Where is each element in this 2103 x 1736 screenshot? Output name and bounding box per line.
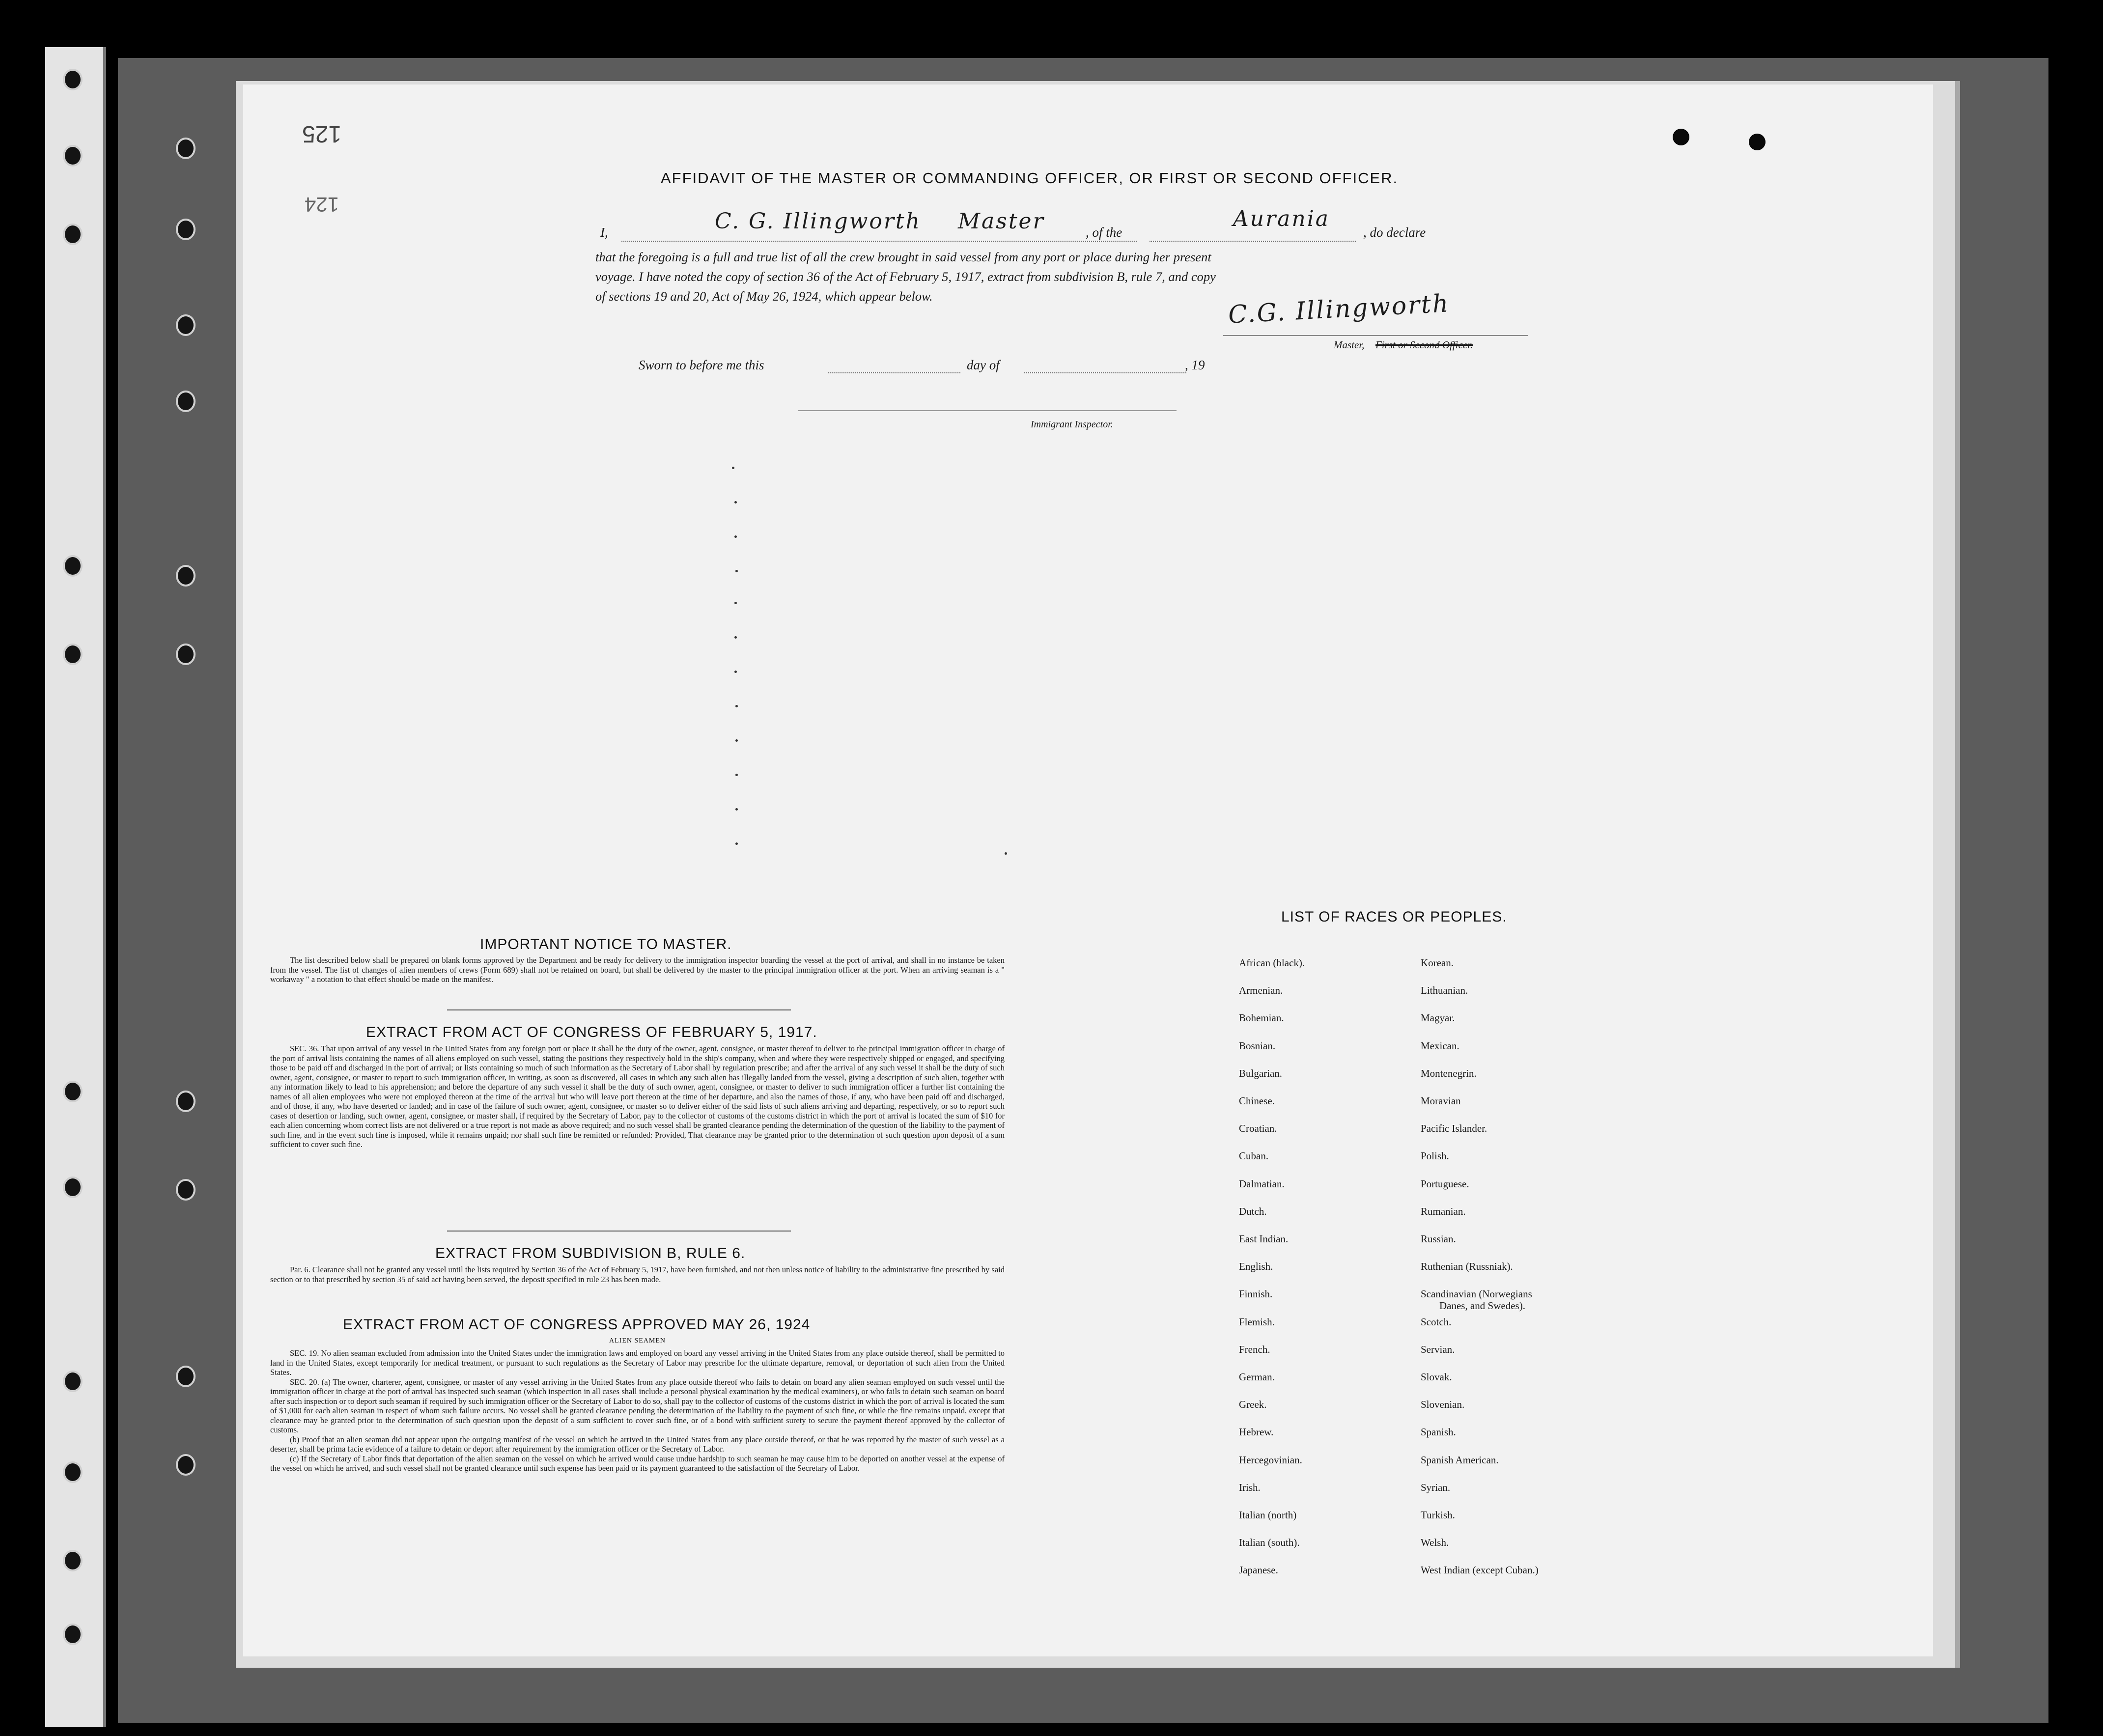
master-signature: C.G. Illingworth (1227, 289, 1451, 329)
race-item: Rumanian. (1421, 1205, 1466, 1217)
race-item: Bohemian. (1239, 1012, 1284, 1024)
binder-hole (63, 1550, 83, 1571)
punch-hole (1673, 129, 1689, 145)
binder-hole (176, 1179, 196, 1201)
race-item: Turkish. (1421, 1509, 1455, 1521)
race-item: Finnish. (1239, 1288, 1273, 1300)
signature-caption-prefix: Master, (1334, 339, 1365, 351)
sec-36-paragraph: SEC. 36. That upon arrival of any vessel in the United States from any foreign port or place it shall be the duty of the owner, agent, consignee, or master thereof to deliver to the principal immigration officer in charge of the port of arrival lists containing the names of all aliens employed on such vessel, stating the positions they respectively hold in the ship's company, when and where they were respectively shipped or engaged, and specifying those to be paid off and discharged in the port of arrival; or lists containing so much of such information as the Secretary of Labor shall by regulation prescribe; and after the arrival of any such vessel it shall be the duty of such owner, agent, consignee, or master to report to such immigration officer, in writing, as soon as discovered, all cases in which any such alien has illegally landed from the vessel, giving a description of such alien, together with any information likely to lead to his apprehension; and before the departure of any such vessel it shall be the duty of such owner, agent, consignee, or master to deliver to such immigration officer a further list containing the names of all alien employees who were not employed thereon at the time of the arrival but who will leave port thereon at the time of her departure, and also the names of those, if any, who have been paid off and discharged, and of those, if any, who have deserted or landed; and in case of the failure of such owner, agent, consignee, or master so to deliver either of the said lists of such aliens arriving and departing, respectively, or so to report such cases of desertion or landing, such owner, agent, consignee, or master shall, if required by the Secretary of Labor, pay to the collector of customs of the customs district in which the port of arrival is located the sum of $10 for each alien concerning whom correct lists are not delivered or a true report is not made as above required; and no such vessel shall be granted clearance pending the determination of the question of the liability to the payment of such fine, and in the event such fine is imposed, while it remains unpaid; nor shall such fine be remitted or refunded: Provided, That clearance may be granted prior to the determination of such question upon deposit of a sum sufficient to cover such fine. (270, 1044, 1005, 1149)
sec-19-paragraph: SEC. 19. No alien seaman excluded from admission into the United States under the immigration laws and employed on board any vessel arriving in the United States from any place outside thereof, shall be permitted to land in the United States, except temporarily for medical treatment, or pursuant to such regulations as the Secretary of Labor may prescribe for the ultimate departure, removal, or deportation of such alien from the United States. (270, 1348, 1005, 1377)
officer-name-handwritten: C. G. Illingworth (715, 209, 921, 234)
race-item: Dalmatian. (1239, 1177, 1285, 1190)
binder-hole (63, 145, 83, 167)
signature-line (1223, 335, 1528, 336)
affidavit-title: AFFIDAVIT OF THE MASTER OR COMMANDING OFFICER, OR FIRST OR SECOND OFFICER. (661, 169, 1399, 187)
binder-hole (176, 644, 196, 665)
race-item: Chinese. (1239, 1095, 1275, 1107)
speck (735, 739, 738, 742)
affidavit-line-2: that the foregoing is a full and true list of all the crew brought in said vessel from any port or place during her present (595, 250, 1211, 264)
notice-paragraph: The list described below shall be prepared on blank forms approved by the Department and be ready for delivery to the immigration inspector boarding the vessel at the port of arrival, and shall in no instance be taken from the vessel. The list of changes of alien members of crews (Form 689) shall not be retained on board, but shall be delivered by the master to the principal immigration officer at the port. When an arriving seaman is a " workaway " a notation to that effect should be made on the manifest. (270, 955, 1005, 984)
speck (735, 842, 738, 845)
race-item: Servian. (1421, 1343, 1455, 1355)
sworn-text: Sworn to before me this (639, 358, 764, 372)
binder-hole (176, 1366, 196, 1387)
affidavit-i: I, (600, 225, 608, 240)
speck (734, 636, 737, 639)
alien-seamen-subheading: ALIEN SEAMEN (609, 1337, 666, 1344)
race-item-continuation: Danes, and Swedes). (1439, 1300, 1525, 1312)
speck (734, 501, 737, 504)
binder-hole (176, 138, 196, 159)
page-number-top: 125 (302, 121, 342, 147)
race-item: East Indian. (1239, 1233, 1289, 1245)
affidavit-of-the: , of the (1086, 225, 1122, 240)
vessel-name-handwritten: Aurania (1233, 206, 1330, 231)
race-item: Bulgarian. (1239, 1067, 1283, 1079)
extract-1924-heading: EXTRACT FROM ACT OF CONGRESS APPROVED MAY 26, 1924 (343, 1316, 811, 1333)
race-item: Croatian. (1239, 1122, 1277, 1135)
race-item: Scotch. (1421, 1316, 1452, 1328)
race-item: Ruthenian (Russniak). (1421, 1260, 1513, 1273)
rule-6-body (270, 1265, 1005, 1284)
divider (447, 1231, 791, 1232)
binder-hole (176, 1091, 196, 1112)
binder-hole (63, 69, 83, 90)
race-item: German. (1239, 1371, 1275, 1383)
race-item: Hebrew. (1239, 1426, 1274, 1438)
race-item: Irish. (1239, 1481, 1261, 1493)
speck (734, 535, 737, 538)
race-item: Montenegrin. (1421, 1067, 1477, 1079)
inspector-signature-line (798, 410, 1177, 411)
affidavit-line-3: voyage. I have noted the copy of section 36 of the Act of February 5, 1917, extract from subdivision B, rule 7, and copy (595, 269, 1216, 284)
race-item: West Indian (except Cuban.) (1421, 1564, 1539, 1576)
year-text: , 19 (1185, 358, 1205, 372)
binder-hole (63, 1461, 83, 1483)
sworn-date-blank (828, 372, 960, 373)
race-item: Polish. (1421, 1150, 1449, 1162)
notice-body (270, 955, 1005, 984)
divider (447, 1009, 791, 1010)
race-item: African (black). (1239, 957, 1305, 969)
speck (735, 705, 738, 707)
affidavit-do-declare: , do declare (1363, 225, 1426, 240)
page-number-second: 124 (305, 193, 339, 216)
binder-hole (63, 1624, 83, 1645)
affidavit-line-4: of sections 19 and 20, Act of May 26, 1924, which appear below. (595, 289, 933, 304)
race-item: Italian (north) (1239, 1509, 1297, 1521)
rule-6-heading: EXTRACT FROM SUBDIVISION B, RULE 6. (435, 1245, 746, 1261)
extract-1924-body (270, 1348, 1005, 1473)
race-item: Italian (south). (1239, 1537, 1300, 1549)
binder-hole (63, 224, 83, 245)
race-item: Moravian (1421, 1095, 1461, 1107)
race-item: Cuban. (1239, 1150, 1269, 1162)
binder-hole (176, 565, 196, 587)
binder-hole (63, 1081, 83, 1102)
inspector-caption: Immigrant Inspector. (1031, 419, 1113, 430)
race-item: Slovenian. (1421, 1399, 1465, 1411)
notice-heading: IMPORTANT NOTICE TO MASTER. (480, 936, 732, 952)
speck (735, 570, 738, 572)
race-item: Pacific Islander. (1421, 1122, 1487, 1135)
binder-hole (63, 644, 83, 665)
race-item: Portuguese. (1421, 1177, 1469, 1190)
race-item: Magyar. (1421, 1012, 1455, 1024)
race-item: Japanese. (1239, 1564, 1278, 1576)
sec-20c-paragraph: (c) If the Secretary of Labor finds that deportation of the alien seaman on the vessel on which he arrived would cause undue hardship to such seaman he may cause him to be deported on another vessel at the expense of the vessel on which he arrived, and such vessel shall not be granted clearance until such expense has been paid or its payment guaranteed to the satisfaction of the Secretary of Labor. (270, 1454, 1005, 1473)
race-item: Slovak. (1421, 1371, 1452, 1383)
speck (734, 671, 737, 673)
race-item: Spanish. (1421, 1426, 1456, 1438)
speck (1005, 852, 1007, 855)
binder-hole (63, 555, 83, 577)
race-item: Bosnian. (1239, 1039, 1276, 1052)
speck (732, 467, 734, 469)
race-item: Spanish American. (1421, 1454, 1499, 1466)
officer-blank (621, 241, 1137, 242)
speck (734, 602, 737, 604)
vessel-blank (1150, 241, 1356, 242)
extract-1917-heading: EXTRACT FROM ACT OF CONGRESS OF FEBRUARY 5, 1917. (366, 1024, 817, 1040)
binder-hole (176, 391, 196, 412)
races-heading: LIST OF RACES OR PEOPLES. (1281, 909, 1507, 925)
race-item: Korean. (1421, 957, 1454, 969)
month-blank (1024, 372, 1186, 373)
binder-hole (63, 1176, 83, 1198)
race-item: Scandinavian (Norwegians (1421, 1288, 1532, 1300)
race-item: Russian. (1421, 1233, 1456, 1245)
race-item: Hercegovinian. (1239, 1454, 1302, 1466)
race-item: Flemish. (1239, 1316, 1275, 1328)
rule-6-paragraph: Par. 6. Clearance shall not be granted any vessel until the lists required by Section 36 of the Act of February 5, 1917, have been furnished, and not then unless notice of liability to the administrative fine prescribed by said section or to that prescribed by section 35 of said act having been served, the deposit specified in rule 23 has been made. (270, 1265, 1005, 1284)
race-item: Armenian. (1239, 984, 1283, 997)
binder-hole (176, 1454, 196, 1476)
race-item: Syrian. (1421, 1481, 1451, 1493)
race-item: Lithuanian. (1421, 984, 1468, 997)
sec-20a-paragraph: SEC. 20. (a) The owner, charterer, agent, consignee, or master of any vessel arriving in the United States from any place outside thereof who fails to detain on board any alien seaman employed on such vessel until the immigration officer in charge at the port of arrival has inspected such seaman (which inspection in all cases shall include a personal physical examination by the medical examiners), or who fails to detain such seaman on board after such inspection or to deport such seaman if required by such immigration officer or the Secretary of Labor to do so, shall pay to the collector of customs of the customs district in which the port of arrival is located the sum of $1,000 for each alien seaman in respect of whom such failure occurs. No vessel shall be granted clearance pending the determination of the liability to the payment of such fine, or while the fine remains unpaid, except that clearance may be granted prior to the determination of such question upon the deposit of a sum sufficient to cover such fine, or of a bond with sufficient surety to secure the payment thereof approved by the collector of customs. (270, 1377, 1005, 1434)
race-item: Welsh. (1421, 1537, 1449, 1549)
race-item: French. (1239, 1343, 1270, 1355)
signature-caption-struck: First or Second Officer. (1375, 339, 1473, 351)
rank-handwritten: Master (958, 209, 1045, 234)
binder-hole (176, 219, 196, 240)
race-item: English. (1239, 1260, 1273, 1273)
day-of-text: day of (967, 358, 1000, 372)
punch-hole (1749, 134, 1766, 150)
extract-1917-body (270, 1044, 1005, 1149)
race-item: Mexican. (1421, 1039, 1459, 1052)
speck (735, 808, 738, 811)
race-item: Greek. (1239, 1399, 1267, 1411)
sec-20b-paragraph: (b) Proof that an alien seaman did not appear upon the outgoing manifest of the vessel on which he arrived in the United States from any place outside thereof, or that he was reported by the master of such vessel as a deserter, shall be prima facie evidence of a failure to detain or deport after requirement by the immigration officer or the Secretary of Labor. (270, 1434, 1005, 1454)
speck (735, 774, 738, 776)
race-item: Dutch. (1239, 1205, 1267, 1217)
binder-hole (63, 1371, 83, 1392)
binder-hole (176, 314, 196, 336)
